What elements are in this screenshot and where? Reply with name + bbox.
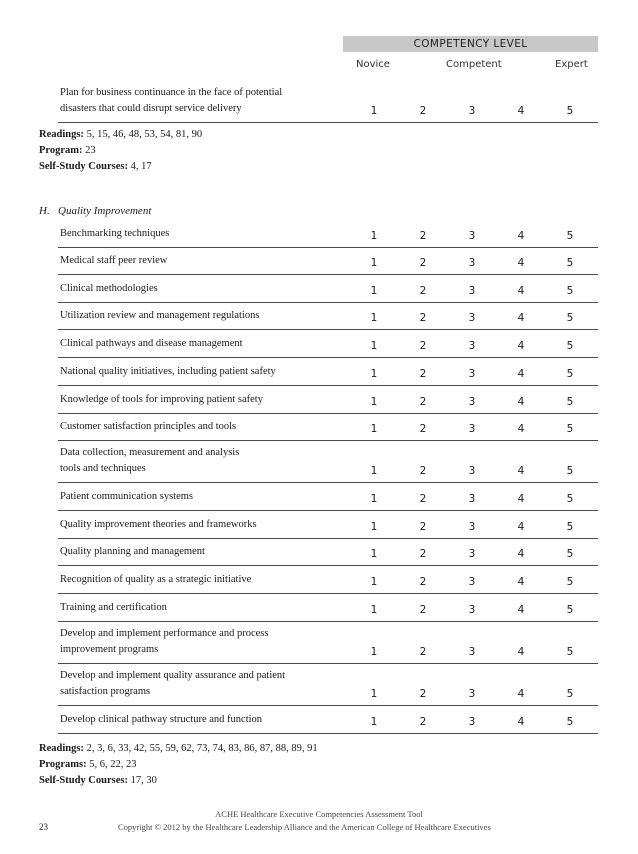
competency-label — [60, 489, 360, 505]
rating-4[interactable]: 4 — [517, 105, 525, 117]
rating-2[interactable]: 2 — [419, 716, 427, 728]
competency-label — [60, 308, 360, 324]
rating-1[interactable]: 1 — [370, 576, 378, 588]
competency-label-line: National quality initiatives, including patient safety — [60, 366, 276, 377]
rating-2[interactable]: 2 — [419, 368, 427, 380]
rating-2[interactable]: 2 — [419, 285, 427, 297]
competency-label — [60, 419, 360, 435]
rating-5[interactable]: 5 — [566, 423, 574, 435]
competency-label-line: Develop clinical pathway structure and function — [60, 714, 263, 725]
competency-label-line: satisfaction programs — [60, 686, 151, 697]
competency-label-line: Training and certification — [60, 602, 167, 613]
rating-5[interactable]: 5 — [566, 493, 574, 505]
rating-3[interactable]: 3 — [468, 105, 476, 117]
competency-item — [58, 391, 598, 414]
rating-2[interactable]: 2 — [419, 465, 427, 477]
competency-item — [58, 280, 598, 303]
rating-1[interactable]: 1 — [370, 716, 378, 728]
rating-5[interactable]: 5 — [566, 257, 574, 269]
competency-item — [58, 543, 598, 566]
rating-4[interactable]: 4 — [517, 576, 525, 588]
rating-4[interactable]: 4 — [517, 423, 525, 435]
rating-5[interactable]: 5 — [566, 521, 574, 533]
rating-4[interactable]: 4 — [517, 646, 525, 658]
rating-3[interactable]: 3 — [468, 576, 476, 588]
competency-label — [60, 626, 360, 658]
competency-label-line: Quality improvement theories and frameworks — [60, 519, 257, 530]
competency-label-line: Benchmarking techniques — [60, 228, 170, 239]
rating-2[interactable]: 2 — [419, 312, 427, 324]
competency-item — [58, 363, 598, 386]
rating-3[interactable]: 3 — [468, 493, 476, 505]
rating-5[interactable]: 5 — [566, 716, 574, 728]
rating-1[interactable]: 1 — [370, 493, 378, 505]
competency-label-line: improvement programs — [60, 644, 159, 655]
rating-1[interactable]: 1 — [370, 688, 378, 700]
rating-1[interactable]: 1 — [370, 521, 378, 533]
rating-5[interactable]: 5 — [566, 646, 574, 658]
rating-4[interactable]: 4 — [517, 230, 525, 242]
rating-4[interactable]: 4 — [517, 688, 525, 700]
competency-label-line: Develop and implement performance and process — [60, 628, 269, 639]
competency-item — [58, 571, 598, 594]
competency-item — [58, 667, 598, 706]
rating-4[interactable]: 4 — [517, 604, 525, 616]
rating-2[interactable]: 2 — [419, 230, 427, 242]
rating-3[interactable]: 3 — [468, 423, 476, 435]
rating-1[interactable]: 1 — [370, 396, 378, 408]
competency-item-business-continuance — [58, 84, 598, 123]
competency-label — [60, 544, 360, 560]
rating-4[interactable]: 4 — [517, 396, 525, 408]
rating-2[interactable]: 2 — [419, 688, 427, 700]
competency-label — [60, 281, 360, 297]
rating-2[interactable]: 2 — [419, 548, 427, 560]
competency-label-line: Patient communication systems — [60, 491, 193, 502]
rating-3[interactable]: 3 — [468, 257, 476, 269]
competency-label-line: Develop and implement quality assurance and patient — [60, 670, 286, 681]
competency-label-line: Quality planning and management — [60, 546, 205, 557]
competency-label — [60, 600, 360, 616]
rating-3[interactable]: 3 — [468, 548, 476, 560]
rating-4[interactable]: 4 — [517, 493, 525, 505]
rating-3[interactable]: 3 — [468, 521, 476, 533]
section-references: Readings: 2, 3, 6, 33, 42, 55, 59, 62, 73, 74, 83, 86, 87, 88, 89, 91 Programs: 5, 6, 22, 23 Self-Study Courses: 17, 30 — [39, 743, 318, 786]
page-number: 23 — [39, 822, 48, 832]
competent-label: Competent — [446, 59, 502, 70]
competency-label — [60, 253, 360, 269]
competency-level-header: COMPETENCY LEVEL — [343, 36, 598, 52]
rating-3[interactable]: 3 — [468, 716, 476, 728]
competency-item — [58, 418, 598, 441]
competency-item — [58, 599, 598, 622]
novice-label: Novice — [356, 59, 390, 70]
rating-5[interactable]: 5 — [566, 312, 574, 324]
rating-1[interactable]: 1 — [370, 340, 378, 352]
competency-label-line: Knowledge of tools for improving patient safety — [60, 394, 263, 405]
rating-3[interactable]: 3 — [468, 368, 476, 380]
rating-4[interactable]: 4 — [517, 312, 525, 324]
rating-3[interactable]: 3 — [468, 646, 476, 658]
rating-4[interactable]: 4 — [517, 465, 525, 477]
rating-5[interactable]: 5 — [566, 465, 574, 477]
competency-item — [58, 335, 598, 358]
rating-4[interactable]: 4 — [517, 548, 525, 560]
competency-label-line: Plan for business continuance in the face of potential — [60, 87, 283, 98]
rating-2[interactable]: 2 — [419, 257, 427, 269]
competency-item — [58, 711, 598, 734]
rating-1[interactable]: 1 — [370, 423, 378, 435]
rating-1[interactable]: 1 — [370, 465, 378, 477]
competency-label — [60, 517, 360, 533]
rating-3[interactable]: 3 — [468, 396, 476, 408]
expert-label: Expert — [555, 59, 588, 70]
rating-2[interactable]: 2 — [419, 604, 427, 616]
rating-4[interactable]: 4 — [517, 285, 525, 297]
rating-5[interactable]: 5 — [566, 105, 574, 117]
competency-label-line: Customer satisfaction principles and tools — [60, 421, 237, 432]
rating-5[interactable]: 5 — [566, 396, 574, 408]
rating-1[interactable]: 1 — [370, 312, 378, 324]
competency-item — [58, 252, 598, 275]
rating-5[interactable]: 5 — [566, 548, 574, 560]
competency-label — [60, 712, 360, 728]
competency-label-line: Clinical pathways and disease management — [60, 338, 243, 349]
rating-4[interactable]: 4 — [517, 340, 525, 352]
rating-1[interactable]: 1 — [370, 257, 378, 269]
competency-label-line: disasters that could disrupt service delivery — [60, 103, 242, 114]
competency-label-line: tools and techniques — [60, 463, 146, 474]
rating-3[interactable]: 3 — [468, 230, 476, 242]
competency-item — [58, 625, 598, 664]
rating-5[interactable]: 5 — [566, 576, 574, 588]
competency-item — [58, 444, 598, 483]
rating-4[interactable]: 4 — [517, 257, 525, 269]
competency-label — [60, 226, 360, 242]
rating-2[interactable]: 2 — [419, 576, 427, 588]
rating-5[interactable]: 5 — [566, 285, 574, 297]
footer-copyright: Copyright © 2012 by the Healthcare Leadership Alliance and the American College of Healthcare Executives — [118, 822, 491, 832]
competency-label — [60, 364, 360, 380]
rating-2[interactable]: 2 — [419, 521, 427, 533]
section-heading-quality-improvement: H. Quality Improvement — [39, 205, 152, 217]
rating-1[interactable]: 1 — [370, 230, 378, 242]
rating-3[interactable]: 3 — [468, 312, 476, 324]
competency-label-line: Recognition of quality as a strategic initiative — [60, 574, 252, 585]
competency-label — [60, 85, 360, 117]
competency-item — [58, 225, 598, 248]
rating-2[interactable]: 2 — [419, 646, 427, 658]
rating-2[interactable]: 2 — [419, 105, 427, 117]
competency-label — [60, 572, 360, 588]
rating-3[interactable]: 3 — [468, 688, 476, 700]
rating-1[interactable]: 1 — [370, 646, 378, 658]
rating-2[interactable]: 2 — [419, 396, 427, 408]
rating-1[interactable]: 1 — [370, 368, 378, 380]
competency-label-line: Clinical methodologies — [60, 283, 158, 294]
rating-1[interactable]: 1 — [370, 548, 378, 560]
footer-title: ACHE Healthcare Executive Competencies Assessment Tool — [215, 809, 423, 819]
rating-5[interactable]: 5 — [566, 604, 574, 616]
rating-5[interactable]: 5 — [566, 688, 574, 700]
rating-3[interactable]: 3 — [468, 340, 476, 352]
competency-label — [60, 668, 360, 700]
rating-4[interactable]: 4 — [517, 368, 525, 380]
competency-label — [60, 392, 360, 408]
competency-label — [60, 336, 360, 352]
rating-4[interactable]: 4 — [517, 521, 525, 533]
competency-label-line: Medical staff peer review — [60, 255, 168, 266]
rating-3[interactable]: 3 — [468, 604, 476, 616]
rating-1[interactable]: 1 — [370, 285, 378, 297]
rating-5[interactable]: 5 — [566, 340, 574, 352]
rating-3[interactable]: 3 — [468, 465, 476, 477]
competency-label-line: Utilization review and management regulations — [60, 310, 260, 321]
competency-label-line: Data collection, measurement and analysis — [60, 447, 240, 458]
competency-label — [60, 445, 360, 477]
competency-item — [58, 516, 598, 539]
competency-item — [58, 488, 598, 511]
rating-1[interactable]: 1 — [370, 105, 378, 117]
rating-2[interactable]: 2 — [419, 493, 427, 505]
intro-references: Readings: 5, 15, 46, 48, 53, 54, 81, 90 Program: 23 Self-Study Courses: 4, 17 — [39, 129, 203, 172]
rating-2[interactable]: 2 — [419, 340, 427, 352]
rating-5[interactable]: 5 — [566, 230, 574, 242]
rating-4[interactable]: 4 — [517, 716, 525, 728]
rating-5[interactable]: 5 — [566, 368, 574, 380]
rating-3[interactable]: 3 — [468, 285, 476, 297]
competency-item — [58, 307, 598, 330]
rating-2[interactable]: 2 — [419, 423, 427, 435]
rating-1[interactable]: 1 — [370, 604, 378, 616]
